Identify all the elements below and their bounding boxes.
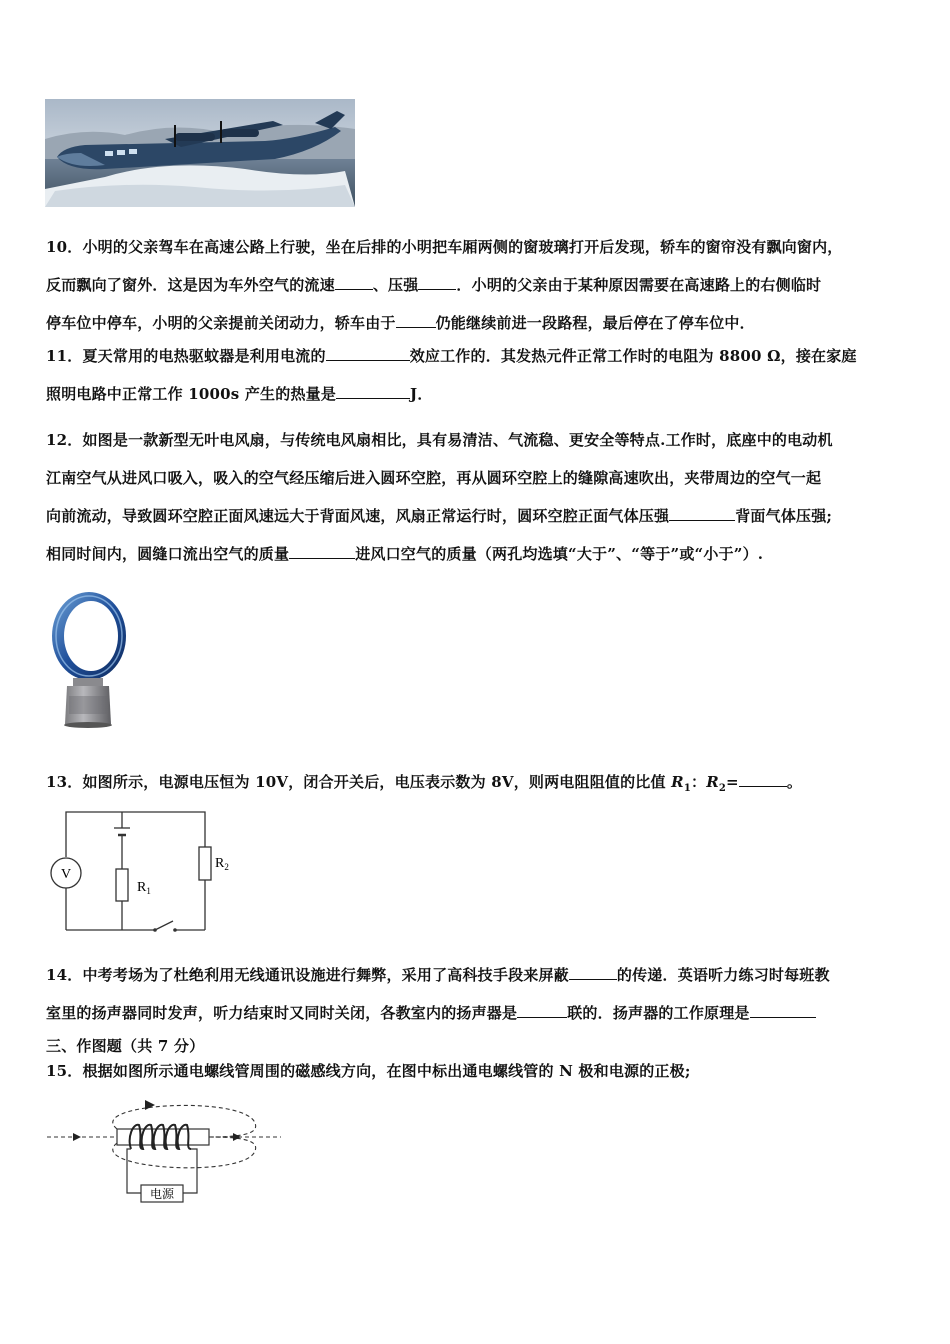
- q12-text: 向前流动，导致圆环空腔正面风速远大于背面风速，风扇正常运行时，圆环空腔正面气体压强: [46, 507, 670, 525]
- q11-text: 效应工作的．其发热元件正常工作时的电阻为 8800 Ω，接在家庭: [409, 347, 857, 365]
- field-arrow-left: [73, 1133, 81, 1141]
- q10-text: ．小明的父亲由于某种原因需要在高速路上的右侧临时: [456, 276, 822, 294]
- r1-label-letter: R: [137, 880, 147, 895]
- r1-subscript: 1: [683, 783, 691, 794]
- q11-text: 照明电路中正常工作 1000s 产生的热量是: [46, 385, 337, 403]
- q12-line-1: 12．如图是一款新型无叶电风扇，与传统电风扇相比，具有易清洁、气流稳、更安全等特点.工作时，底座中的电动机: [46, 431, 833, 449]
- section-title: 三、作图题（共 7 分）: [46, 1037, 205, 1055]
- q12-line-2: 江南空气从进风口吸入，吸入的空气经压缩后进入圆环空腔，再从圆环空腔上的缝隙高速吹出，夹带周边的空气一起: [46, 469, 822, 487]
- answer-blank[interactable]: [750, 1016, 816, 1018]
- r2-subscript: 2: [718, 783, 727, 794]
- answer-blank[interactable]: [569, 978, 617, 980]
- field-arrow-right: [233, 1133, 241, 1141]
- q10-text: 、压强: [372, 276, 419, 294]
- answer-blank[interactable]: [396, 326, 436, 328]
- answer-blank[interactable]: [739, 785, 787, 787]
- q10-text: 反而飘向了窗外．这是因为车外空气的流速: [46, 276, 335, 294]
- q13-end: 。: [786, 773, 803, 791]
- q10-line-1: 10．小明的父亲驾车在高速公路上行驶，坐在后排的小明把车厢两侧的窗玻璃打开后发现，轿车的窗帘没有飘向窗内，: [46, 238, 843, 256]
- r2-label-subscript: 2: [224, 862, 229, 872]
- r2-symbol: R: [706, 773, 719, 791]
- solenoid-diagram: [45, 1093, 285, 1211]
- q11-line-1: [46, 345, 857, 366]
- voltmeter-label: V: [60, 867, 72, 882]
- bladeless-fan-image: [45, 584, 129, 730]
- q12-text: 相同时间内，圆缝口流出空气的质量: [46, 545, 290, 563]
- q12-line-4: [46, 543, 763, 564]
- q14-text: 室里的扬声器同时发声，听力结束时又同时关闭，各教室内的扬声器是: [46, 1004, 518, 1022]
- q13-line: [46, 771, 802, 794]
- q13-text: 13．如图所示，电源电压恒为 10V，闭合开关后，电压表示数为 8V，则两电阻阻值的比值: [46, 773, 672, 791]
- q14-text: 联的．扬声器的工作原理是: [567, 1004, 750, 1022]
- equals: =: [726, 773, 739, 791]
- answer-blank[interactable]: [326, 359, 410, 361]
- q14-line-1: [46, 964, 830, 985]
- q11-line-2: [46, 383, 433, 404]
- r1-label: [137, 880, 151, 896]
- q14-text: 14．中考考场为了杜绝利用无线通讯设施进行舞弊，采用了高科技手段来屏蔽: [46, 966, 569, 984]
- q11-text: J．: [410, 385, 433, 403]
- q12-line-3: [46, 505, 832, 526]
- answer-blank[interactable]: [336, 397, 410, 399]
- q12-text: 进风口空气的质量（两孔均选填“大于”、“等于”或“小于”）.: [355, 545, 764, 563]
- answer-blank[interactable]: [418, 288, 456, 290]
- ratio-colon: ：: [690, 773, 707, 791]
- field-arrow-top: [145, 1100, 155, 1110]
- q10-line-2: [46, 274, 821, 295]
- circuit-diagram: [45, 805, 245, 935]
- q15-line: 15．根据如图所示通电螺线管周围的磁感线方向，在图中标出通电螺线管的 N 极和电源的正极;: [46, 1062, 691, 1080]
- r2-label-letter: R: [215, 856, 225, 871]
- answer-blank[interactable]: [517, 1016, 567, 1018]
- r2-label: [215, 856, 229, 872]
- seaplane-photo: [45, 99, 355, 207]
- q10-text: 停车位中停车，小明的父亲提前关闭动力，轿车由于: [46, 314, 396, 332]
- r1-symbol: R: [671, 773, 684, 791]
- r1-label-subscript: 1: [146, 886, 151, 896]
- power-supply-label: 电源: [149, 1187, 175, 1201]
- q10-line-3: [46, 312, 755, 333]
- answer-blank[interactable]: [289, 557, 355, 559]
- q14-text: 的传递．英语听力练习时每班教: [616, 966, 830, 984]
- q14-line-2: [46, 1002, 816, 1023]
- q11-text: 11．夏天常用的电热驱蚊器是利用电流的: [46, 347, 326, 365]
- q10-text: 仍能继续前进一段路程，最后停在了停车位中．: [435, 314, 755, 332]
- answer-blank[interactable]: [669, 519, 735, 521]
- q12-text: 背面气体压强;: [735, 507, 833, 525]
- answer-blank[interactable]: [335, 288, 373, 290]
